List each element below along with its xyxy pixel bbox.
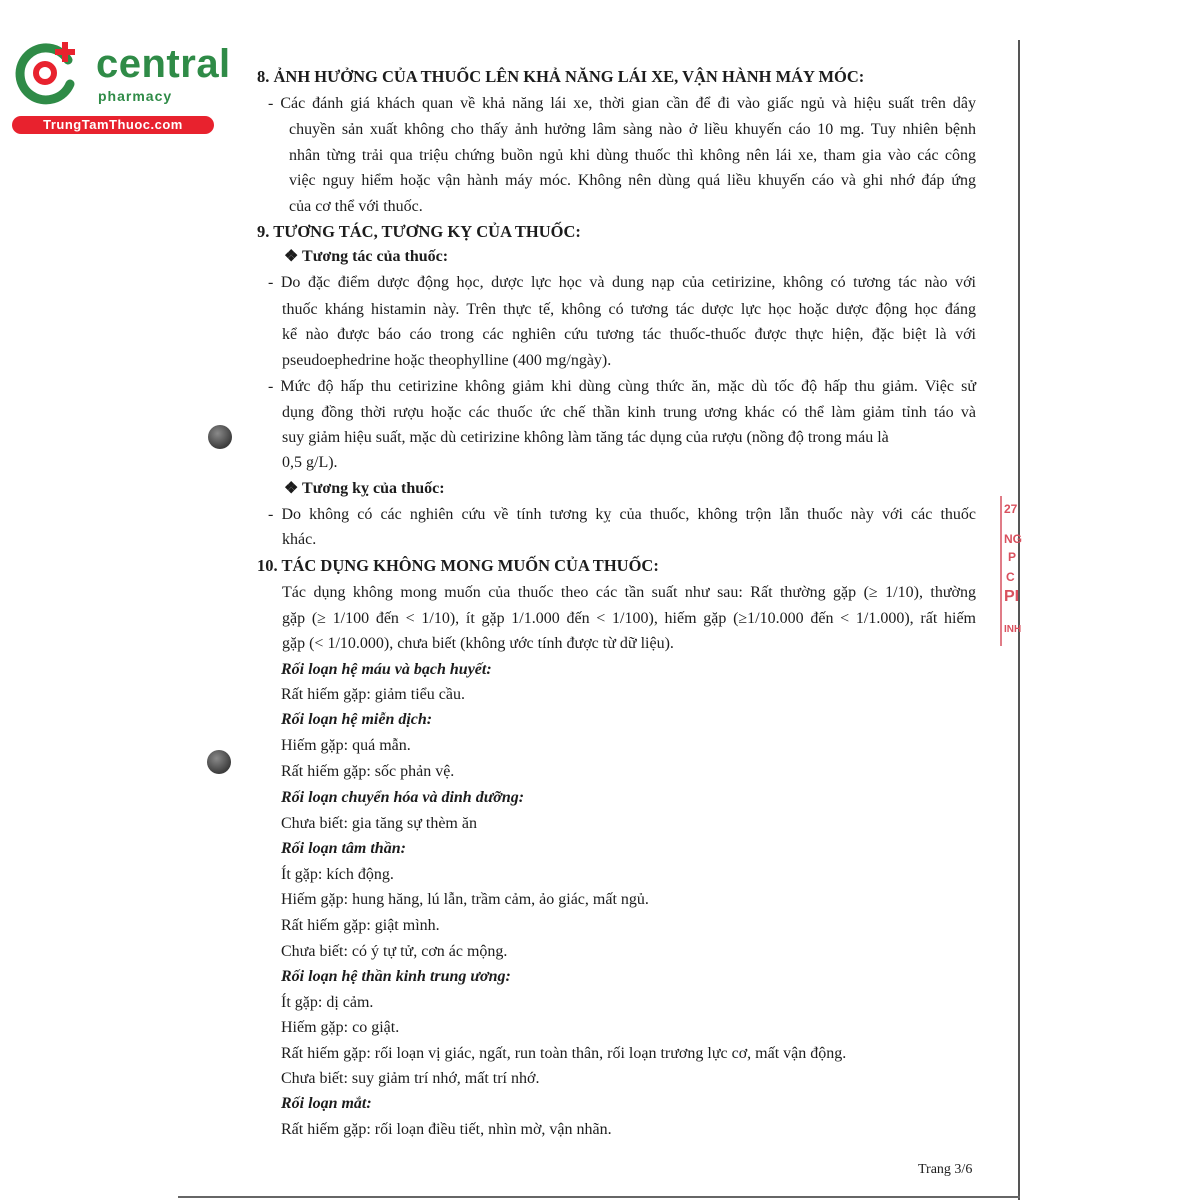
section-8-heading: 8. ẢNH HƯỞNG CỦA THUỐC LÊN KHẢ NĂNG LÁI XE, VẬN HÀNH MÁY MÓC: xyxy=(257,67,865,86)
category-heading: Rối loạn hệ máu và bạch huyết: xyxy=(281,661,492,678)
text-line: thuốc kháng histamin này. Trên thực tế, không có tương tác dược lực học hoặc dược động học đáng xyxy=(282,301,976,318)
central-pharmacy-logo xyxy=(8,36,231,136)
text-line: 0,5 g/L). xyxy=(282,454,338,471)
text-line: Rất hiếm gặp: rối loạn điều tiết, nhìn mờ, vận nhãn. xyxy=(281,1121,612,1138)
subheading-interactions: ❖ Tương tác của thuốc: xyxy=(284,248,449,265)
stamp-fragment: NG xyxy=(1004,532,1022,546)
text-line: Rất hiếm gặp: rối loạn vị giác, ngất, run toàn thân, rối loạn trương lực cơ, mất vận động. xyxy=(281,1045,847,1062)
text-line: dụng đồng thời rượu hoặc các thuốc ức chế thần kinh trung ương khác có thể làm giảm tỉnh táo và xyxy=(282,404,976,421)
text-line: nhân từng trải qua triệu chứng buồn ngủ khi dùng thuốc thì không nên lái xe, tham gia vào các công xyxy=(289,147,976,164)
text-line: Ít gặp: kích động. xyxy=(281,866,394,883)
text-line: chuyền sản xuất không cho thấy ảnh hưởng lâm sàng nào ở liều khuyến cáo 10 mg. Tuy nhiên bệnh xyxy=(289,121,976,138)
stamp-fragment: 27 xyxy=(1004,502,1018,516)
text-line: Rất hiếm gặp: giảm tiểu cầu. xyxy=(281,686,465,703)
text-line: - Do không có các nghiên cứu về tính tương kỵ của thuốc, không trộn lẫn thuốc này với các thuốc xyxy=(268,506,976,523)
stamp-fragment: PI xyxy=(1004,588,1020,605)
text-line: Chưa biết: suy giảm trí nhớ, mất trí nhớ. xyxy=(281,1070,540,1087)
text-line: - Do đặc điểm dược động học, dược lực học và dung nạp của cetirizine, không có tương tác nào với xyxy=(268,274,976,291)
text-line: pseudoephedrine hoặc theophylline (400 mg/ngày). xyxy=(282,352,612,369)
text-line: suy giảm hiệu suất, mặc dù cetirizine không làm tăng tác dụng của rượu (nồng độ trong máu là xyxy=(282,429,889,446)
section-9-heading: 9. TƯƠNG TÁC, TƯƠNG KỴ CỦA THUỐC: xyxy=(257,222,581,241)
text-line: Rất hiếm gặp: giật mình. xyxy=(281,917,440,934)
punch-hole-top xyxy=(208,425,232,449)
stamp-fragment: C xyxy=(1006,570,1015,584)
text-line: của cơ thể với thuốc. xyxy=(289,198,423,215)
central-logo-icon xyxy=(12,38,82,108)
text-line: việc nguy hiểm hoặc vận hành máy móc. Không nên dùng quá liều khuyến cáo và ghi nhớ đáp ứng xyxy=(289,172,976,189)
text-line: Rất hiếm gặp: sốc phản vệ. xyxy=(281,763,455,780)
stamp-fragment: INH xyxy=(1004,624,1022,635)
stamp-edge xyxy=(1000,496,1002,646)
category-heading: Rối loạn hệ thần kinh trung ương: xyxy=(281,968,511,985)
text-line: Hiếm gặp: co giật. xyxy=(281,1019,400,1036)
text-line: Ít gặp: dị cảm. xyxy=(281,994,374,1011)
category-heading: Rối loạn chuyển hóa và dinh dưỡng: xyxy=(281,789,525,806)
text-line: khác. xyxy=(282,531,317,548)
bottom-margin-line xyxy=(178,1196,1020,1198)
category-heading: Rối loạn hệ miễn dịch: xyxy=(281,711,433,728)
text-line: Tác dụng không mong muốn của thuốc theo các tần suất như sau: Rất thường gặp (≥ 1/10), thường xyxy=(282,584,976,601)
text-line: kể nào được báo cáo trong các nghiên cứu tương tác thuốc-thuốc được thực hiện, đặc biệt là với xyxy=(282,326,976,343)
punch-hole-bottom xyxy=(207,750,231,774)
logo-name: central xyxy=(96,42,231,86)
text-line: gặp (< 1/10.000), chưa biết (không ước tính được từ dữ liệu). xyxy=(282,635,674,652)
category-heading: Rối loạn mắt: xyxy=(281,1095,372,1112)
logo-site-banner: TrungTamThuoc.com xyxy=(12,116,214,134)
subheading-incompatibilities: ❖ Tương kỵ của thuốc: xyxy=(284,480,445,497)
margin-stamp xyxy=(1000,496,1022,646)
text-line: - Các đánh giá khách quan về khả năng lái xe, thời gian cần để đi vào giấc ngủ và hiệu suất trên dây xyxy=(268,95,976,112)
text-line: Chưa biết: có ý tự tử, cơn ác mộng. xyxy=(281,943,508,960)
text-line: Hiếm gặp: hung hăng, lú lẫn, trầm cảm, ảo giác, mất ngủ. xyxy=(281,891,649,908)
page-number: Trang 3/6 xyxy=(918,1162,973,1177)
category-heading: Rối loạn tâm thần: xyxy=(281,840,406,857)
stamp-fragment: P xyxy=(1008,550,1017,564)
text-line: Chưa biết: gia tăng sự thèm ăn xyxy=(281,815,477,832)
text-line: - Mức độ hấp thu cetirizine không giảm khi dùng cùng thức ăn, mặc dù tốc độ hấp thu giảm. Việc sử xyxy=(268,378,976,395)
logo-subtitle: pharmacy xyxy=(98,88,173,104)
text-line: gặp (≥ 1/100 đến < 1/10), ít gặp 1/1.000 đến < 1/100), hiếm gặp (≥1/10.000 đến < 1/1.000), rất hiếm xyxy=(282,610,976,627)
section-10-heading: 10. TÁC DỤNG KHÔNG MONG MUỐN CỦA THUỐC: xyxy=(257,556,659,575)
text-line: Hiếm gặp: quá mẫn. xyxy=(281,737,411,754)
